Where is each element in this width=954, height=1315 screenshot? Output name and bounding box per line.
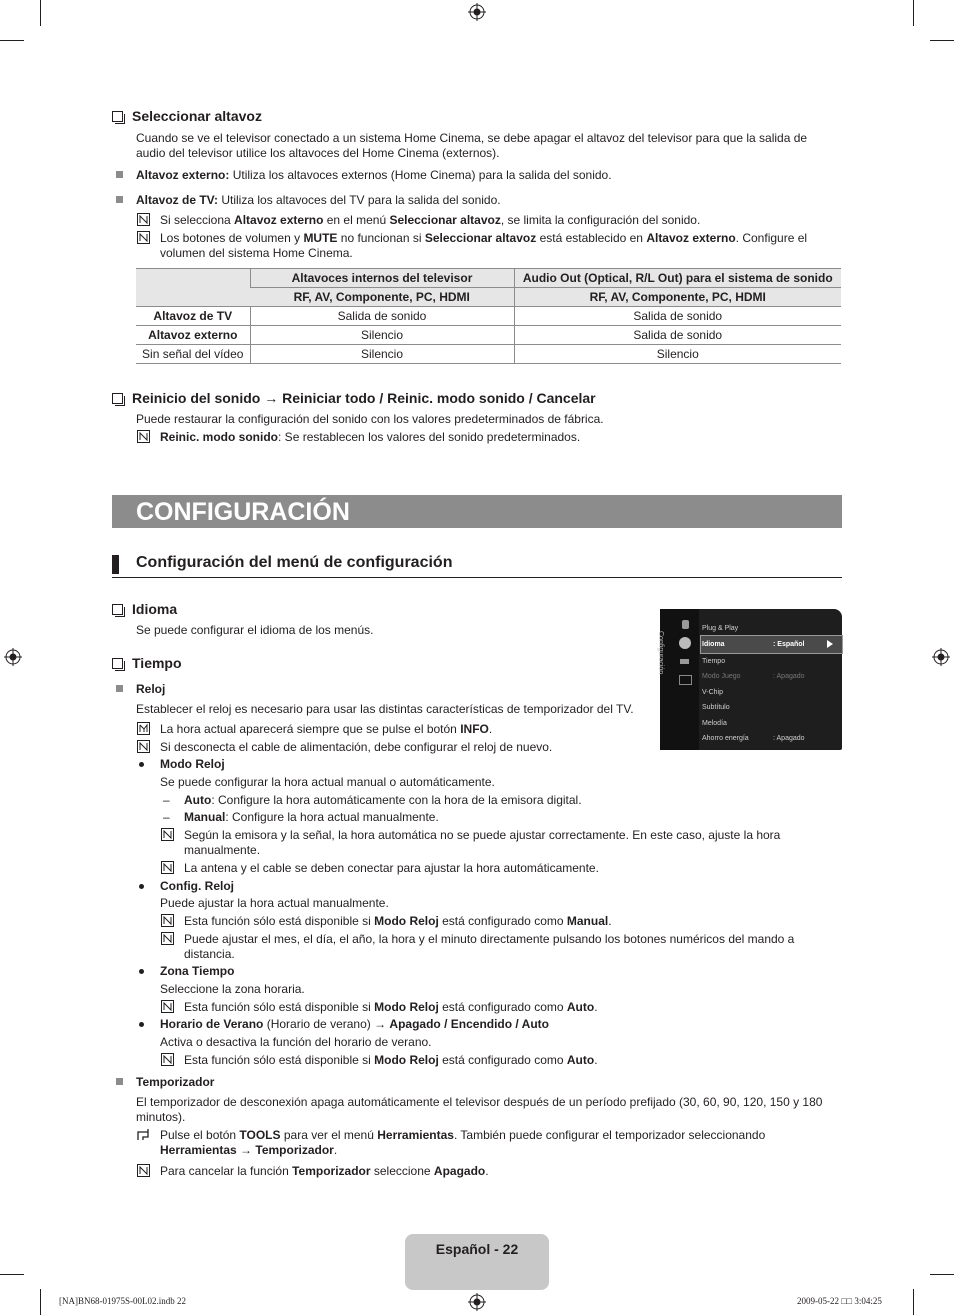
table-cell: Silencio bbox=[514, 345, 841, 364]
checkbox-icon bbox=[112, 604, 123, 615]
table-row bbox=[136, 345, 841, 364]
bullet-dot-icon bbox=[139, 969, 144, 974]
menu-value-idioma: : Español bbox=[773, 641, 805, 648]
note-icon bbox=[137, 213, 150, 226]
paragraph: Seleccione la zona horaria. bbox=[160, 982, 305, 996]
note-icon bbox=[137, 1164, 150, 1177]
paragraph: Puede restaurar la configuración del sonido con los valores predeterminados de fábrica. bbox=[136, 412, 604, 426]
paragraph: Cuando se ve el televisor conectado a un sistema Home Cinema, se debe apagar el altavoz del televisor para que la salida de audio del televisor utilice los altavoces del Home Cinema (externos). bbox=[136, 131, 808, 160]
registration-mark-icon bbox=[4, 648, 22, 666]
square-bullet-icon bbox=[116, 196, 123, 203]
section-heading-reinicio-sonido: Reinicio del sonido → Reiniciar todo / Reinic. modo sonido / Cancelar bbox=[112, 391, 596, 406]
section-marker bbox=[112, 555, 119, 574]
paragraph: El temporizador de desconexión apaga automáticamente el televisor después de un período prefijado (30, 60, 90, 120, 150 y 180 minutos). bbox=[136, 1095, 823, 1124]
menu-item-idioma: Idioma bbox=[702, 641, 725, 648]
arrow-right-icon bbox=[827, 640, 833, 648]
dash-item: Auto: Configure la hora automáticamente con la hora de la emisora digital. bbox=[184, 793, 582, 807]
table-row-header: Sin señal del vídeo bbox=[136, 345, 250, 364]
note-icon bbox=[161, 1000, 174, 1013]
table-row bbox=[136, 307, 841, 326]
registration-mark-icon bbox=[932, 648, 950, 666]
note-icon bbox=[161, 932, 174, 945]
table-row-header: Altavoz de TV bbox=[136, 307, 250, 326]
menu-item-v-chip: V-Chip bbox=[702, 689, 724, 696]
subheading-temporizador: Temporizador bbox=[136, 1075, 215, 1089]
section-heading-tiempo: Tiempo bbox=[112, 656, 182, 671]
input-menu-icon bbox=[680, 659, 689, 664]
paragraph: Establecer el reloj es necesario para usar las distintas características de temporizador del TV. bbox=[136, 702, 634, 716]
dash-bullet: – bbox=[163, 793, 170, 807]
subheading-zona-tiempo: Zona Tiempo bbox=[160, 964, 235, 978]
menu-value-modo-juego: : Apagado bbox=[773, 673, 805, 680]
dash-bullet: – bbox=[163, 810, 170, 824]
tools-icon bbox=[137, 1128, 150, 1141]
note-text: Si selecciona Altavoz externo en el menú Seleccionar altavoz, se limita la configuración del sonido. bbox=[160, 213, 701, 227]
table-header-cell bbox=[136, 269, 250, 307]
crop-mark bbox=[40, 0, 41, 26]
section-rule bbox=[112, 577, 842, 578]
note-text: La antena y el cable se deben conectar para ajustar la hora automáticamente. bbox=[184, 861, 599, 875]
crop-mark bbox=[913, 0, 914, 26]
note-text: Si desconecta el cable de alimentación, debe configurar el reloj de nuevo. bbox=[160, 740, 553, 754]
note-text: Según la emisora y la señal, la hora automática no se puede ajustar correctamente. En este caso, ajuste la hora manualmente. bbox=[184, 828, 781, 857]
note-icon bbox=[137, 231, 150, 244]
square-bullet-icon bbox=[116, 1078, 123, 1085]
bullet-text: Altavoz externo: Utiliza los altavoces externos (Home Cinema) para la salida del sonido. bbox=[136, 168, 612, 182]
menu-value-ahorro-energia: : Apagado bbox=[773, 735, 805, 742]
checkbox-icon bbox=[112, 111, 123, 122]
menu-item-subtitulo: Subtítulo bbox=[702, 704, 730, 711]
table-header-row bbox=[136, 269, 841, 288]
bullet-dot-icon bbox=[139, 1022, 144, 1027]
menu-item-ahorro-energia: Ahorro energía bbox=[702, 735, 749, 742]
checkbox-icon bbox=[112, 393, 123, 404]
menu-side-label: Configuración bbox=[657, 631, 664, 675]
subheading-horario-verano: Horario de Verano (Horario de verano) → Apagado / Encendido / Auto bbox=[160, 1017, 549, 1031]
note-text: La hora actual aparecerá siempre que se pulse el botón INFO. bbox=[160, 722, 493, 736]
crop-mark bbox=[0, 1274, 24, 1275]
crop-mark bbox=[930, 40, 954, 41]
note-icon bbox=[137, 430, 150, 443]
note-text: Reinic. modo sonido: Se restablecen los valores del sonido predeterminados. bbox=[160, 430, 581, 444]
chapter-title-bar bbox=[112, 495, 842, 528]
registration-mark-icon bbox=[468, 3, 486, 21]
subheading-modo-reloj: Modo Reloj bbox=[160, 757, 225, 771]
table-cell: Salida de sonido bbox=[514, 307, 841, 326]
note-text: Puede ajustar el mes, el día, el año, la hora y el minuto directamente pulsando los botones numéricos del mando a distancia. bbox=[184, 932, 795, 961]
subheading-reloj: Reloj bbox=[136, 682, 166, 696]
support-menu-icon bbox=[679, 675, 692, 685]
table-row-header: Altavoz externo bbox=[136, 326, 250, 345]
table-header-cell: Altavoces internos del televisor bbox=[250, 269, 514, 288]
picture-menu-icon bbox=[682, 620, 689, 629]
crop-mark bbox=[40, 1289, 41, 1315]
menu-item-melodia: Melodía bbox=[702, 720, 727, 727]
section-title: Configuración del menú de configuración bbox=[136, 554, 453, 571]
table-cell: Salida de sonido bbox=[250, 307, 514, 326]
paragraph: Puede ajustar la hora actual manualmente. bbox=[160, 896, 389, 910]
menu-item-plug-play: Plug & Play bbox=[702, 625, 739, 632]
menu-item-tiempo: Tiempo bbox=[702, 658, 726, 665]
note-text: Los botones de volumen y MUTE no funcionan si Seleccionar altavoz está establecido en Altavoz externo. Configure el volumen del sistema Home Cinema. bbox=[160, 231, 808, 260]
table-cell: Salida de sonido bbox=[514, 326, 841, 345]
table-header-cell: RF, AV, Componente, PC, HDMI bbox=[514, 288, 841, 307]
bullet-dot-icon bbox=[139, 762, 144, 767]
note-icon bbox=[161, 914, 174, 927]
table-row bbox=[136, 326, 841, 345]
note-icon bbox=[161, 861, 174, 874]
note-text: Para cancelar la función Temporizador seleccione Apagado. bbox=[160, 1164, 489, 1178]
checkbox-icon bbox=[112, 658, 123, 669]
note-text: Esta función sólo está disponible si Modo Reloj está configurado como Manual. bbox=[184, 914, 612, 928]
gear-icon bbox=[679, 637, 691, 649]
note-text: Pulse el botón TOOLS para ver el menú Herramientas. También puede configurar el temporizador seleccionando Herramientas → Temporizador. bbox=[160, 1128, 766, 1157]
chapter-title: CONFIGURACIÓN bbox=[136, 498, 350, 526]
print-date: 2009-05-22 □□ 3:04:25 bbox=[797, 1296, 882, 1306]
paragraph: Se puede configurar la hora actual manual o automáticamente. bbox=[160, 775, 495, 789]
table-header-cell: Audio Out (Optical, R/L Out) para el sistema de sonido bbox=[514, 269, 841, 288]
table-header-cell: RF, AV, Componente, PC, HDMI bbox=[250, 288, 514, 307]
menu-item-modo-juego: Modo Juego bbox=[702, 673, 741, 680]
section-heading-idioma: Idioma bbox=[112, 602, 177, 617]
note-text: Esta función sólo está disponible si Modo Reloj está configurado como Auto. bbox=[184, 1053, 598, 1067]
note-icon bbox=[137, 740, 150, 753]
tv-setup-menu bbox=[657, 609, 842, 750]
registration-mark-icon bbox=[468, 1293, 486, 1311]
dash-item: Manual: Configure la hora actual manualmente. bbox=[184, 810, 439, 824]
paragraph: Activa o desactiva la función del horario de verano. bbox=[160, 1035, 432, 1049]
crop-mark bbox=[913, 1289, 914, 1315]
subheading-config-reloj: Config. Reloj bbox=[160, 879, 234, 893]
bullet-dot-icon bbox=[139, 884, 144, 889]
page-number: Español - 22 bbox=[435, 1241, 519, 1257]
note-text: Esta función sólo está disponible si Modo Reloj está configurado como Auto. bbox=[184, 1000, 598, 1014]
speaker-output-table bbox=[136, 268, 841, 364]
paragraph: Se puede configurar el idioma de los menús. bbox=[136, 623, 374, 637]
table-cell: Silencio bbox=[250, 345, 514, 364]
note-icon bbox=[161, 828, 174, 841]
crop-mark bbox=[0, 40, 24, 41]
info-note-icon bbox=[137, 722, 150, 735]
table-cell: Silencio bbox=[250, 326, 514, 345]
square-bullet-icon bbox=[116, 171, 123, 178]
square-bullet-icon bbox=[116, 685, 123, 692]
note-icon bbox=[161, 1053, 174, 1066]
section-heading-seleccionar-altavoz: Seleccionar altavoz bbox=[112, 109, 262, 124]
crop-mark bbox=[930, 1274, 954, 1275]
file-name: [NA]BN68-01975S-00L02.indb 22 bbox=[59, 1296, 186, 1306]
bullet-text: Altavoz de TV: Utiliza los altavoces del TV para la salida del sonido. bbox=[136, 193, 501, 207]
